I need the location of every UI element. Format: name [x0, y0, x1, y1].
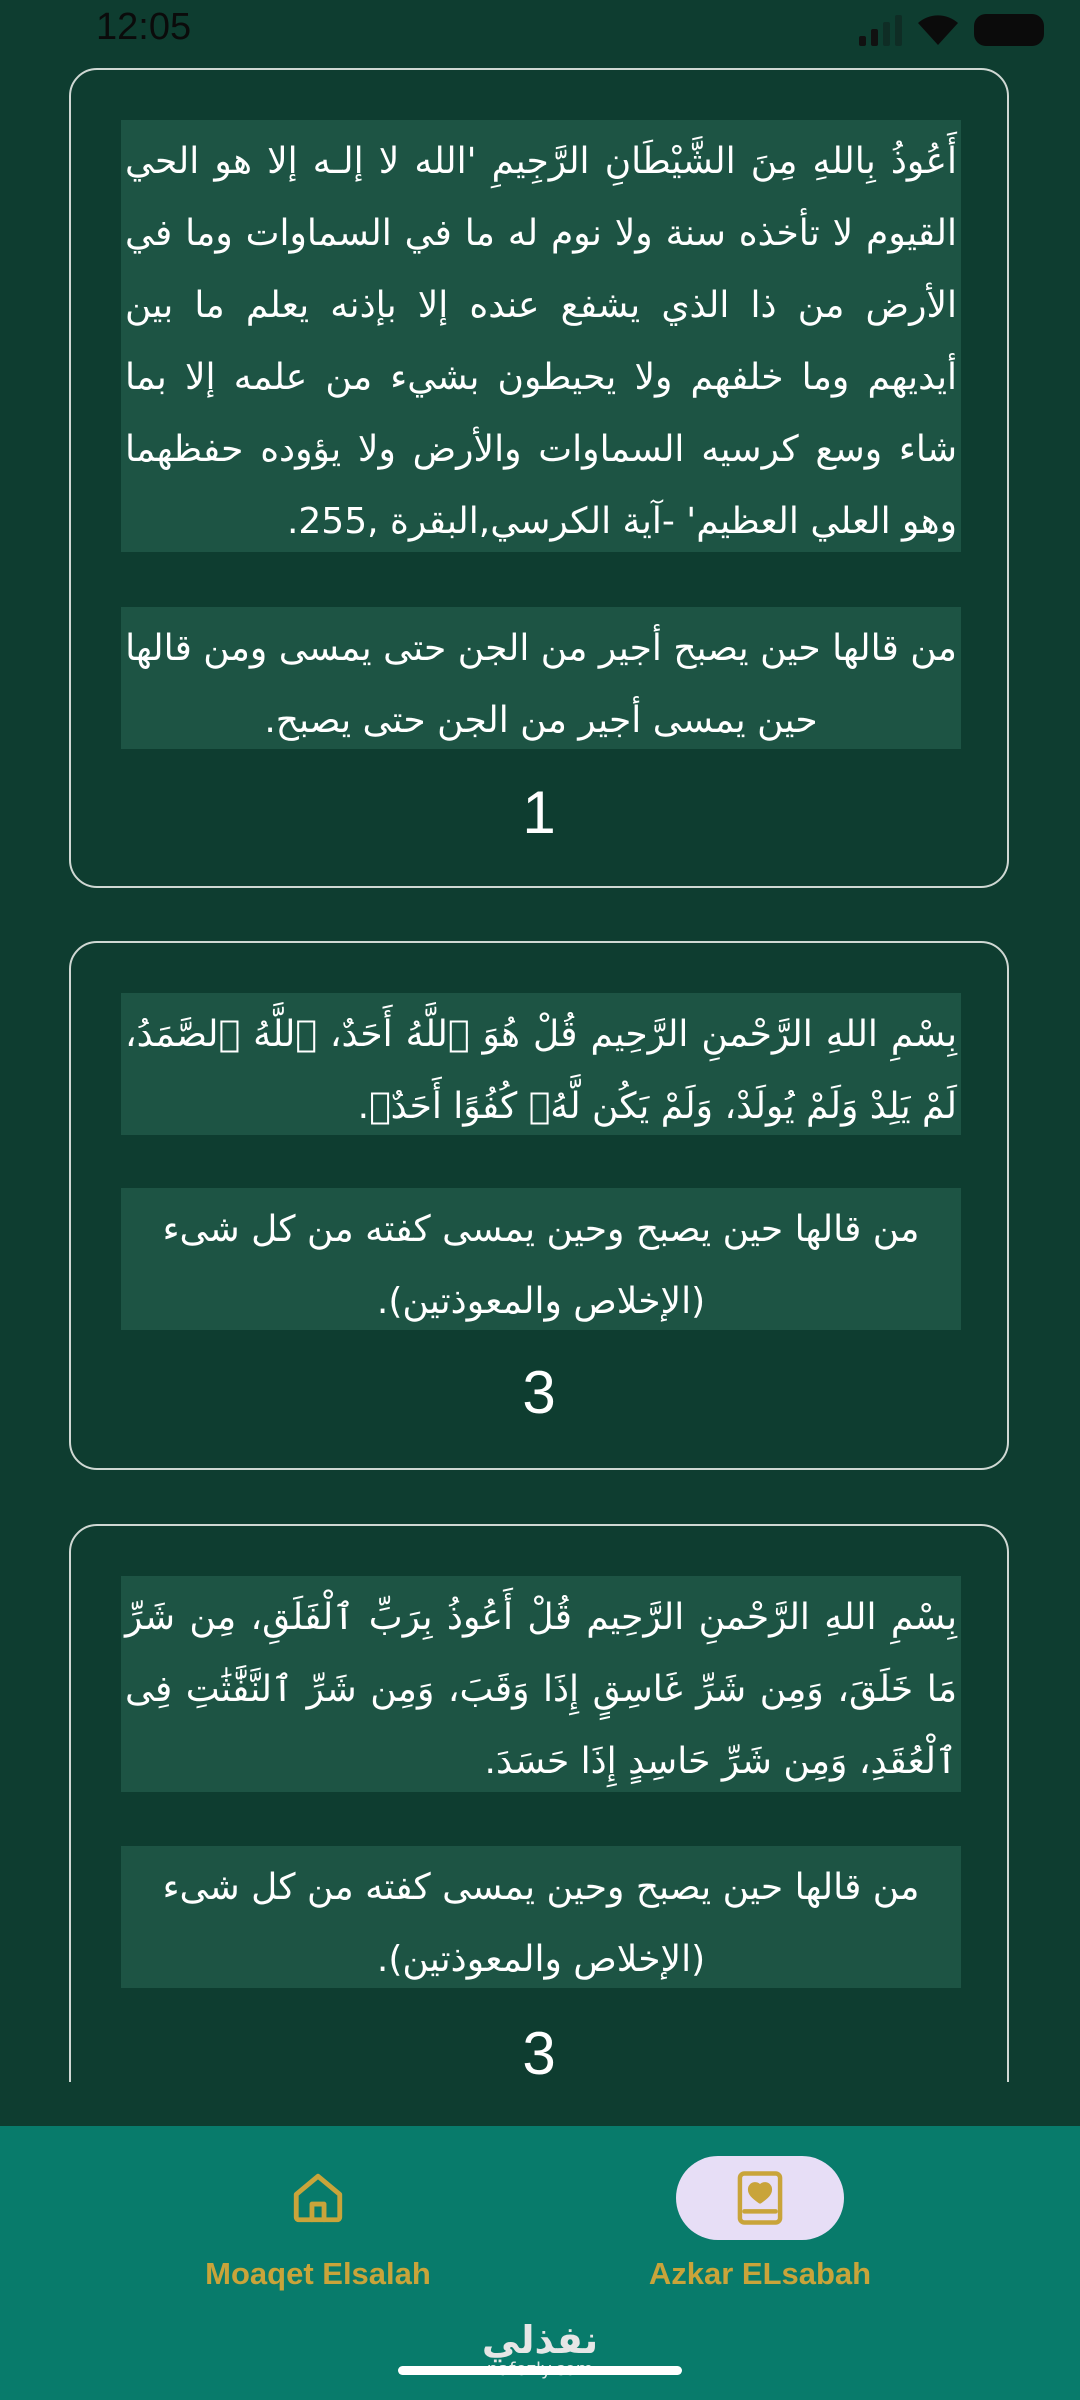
zikr-virtue: من قالها حين يصبح وحين يمسى كفته من كل شىء (الإخلاص والمعوذتين).	[121, 1188, 961, 1330]
home-icon	[289, 2169, 347, 2227]
zikr-virtue: من قالها حين يصبح وحين يمسى كفته من كل شىء (الإخلاص والمعوذتين).	[121, 1846, 961, 1988]
zikr-card[interactable]	[69, 68, 1009, 888]
nav-active-indicator	[676, 2156, 844, 2240]
bottom-navigation	[0, 2126, 1080, 2400]
watermark-logo: نفذلي	[481, 2318, 599, 2362]
nav-label: Moaqet Elsalah	[205, 2256, 431, 2291]
home-indicator[interactable]	[398, 2366, 682, 2375]
zikr-text: بِسْمِ اللهِ الرَّحْمنِ الرَّحِيم قُلْ هُوَ ٱللَّهُ أَحَدٌ، ٱللَّهُ ٱلصَّمَدُ، لَمْ يَلِدْ وَلَمْ يُولَدْ، وَلَمْ يَكُن لَّهُۥ كُفُوًا أَحَدٌۢ.	[121, 993, 961, 1135]
book-heart-icon	[733, 2169, 787, 2227]
nav-item-azkar-elsabah[interactable]	[610, 2156, 910, 2316]
status-time: 12:05	[96, 6, 192, 48]
zikr-virtue: من قالها حين يصبح أجير من الجن حتى يمسى ومن قالها حين يمسى أجير من الجن حتى يصبح.	[121, 607, 961, 749]
zikr-count[interactable]: 3	[522, 1359, 556, 1426]
nav-item-moaqet-elsalah[interactable]	[168, 2156, 468, 2316]
nav-icon-container	[234, 2156, 402, 2240]
zikr-count[interactable]: 1	[522, 779, 556, 846]
zikr-card[interactable]	[69, 1524, 1009, 2082]
nav-label: Azkar ELsabah	[648, 2256, 872, 2291]
zikr-text: أَعُوذُ بِاللهِ مِنَ الشَّيْطَانِ الرَّجِيمِ 'الله لا إلـه إلا هو الحي القيوم لا تأخذه سنة ولا نوم له ما في السماوات وما في الأرض من ذا الذي يشفع عنده إلا بإذنه يعلم ما بين أيديهم وما خلفهم ولا يحيطون بشيء من علمه إلا بما شاء وسع كرسيه السماوات والأرض ولا يؤوده حفظهما وهو العلي العظيم' -آية الكرسي,البقرة ,255.	[121, 120, 961, 552]
zikr-text: بِسْمِ اللهِ الرَّحْمنِ الرَّحِيم قُلْ أَعُوذُ بِرَبِّ ٱلْفَلَقِ، مِن شَرِّ مَا خَلَقَ، وَمِن شَرِّ غَاسِقٍ إِذَا وَقَبَ، وَمِن شَرِّ ٱلنَّفَّٰثَٰتِ فِى ٱلْعُقَدِ، وَمِن شَرِّ حَاسِدٍ إِذَا حَسَدَ.	[121, 1576, 961, 1792]
zikr-count[interactable]: 3	[522, 2020, 556, 2082]
zikr-card[interactable]	[69, 941, 1009, 1470]
